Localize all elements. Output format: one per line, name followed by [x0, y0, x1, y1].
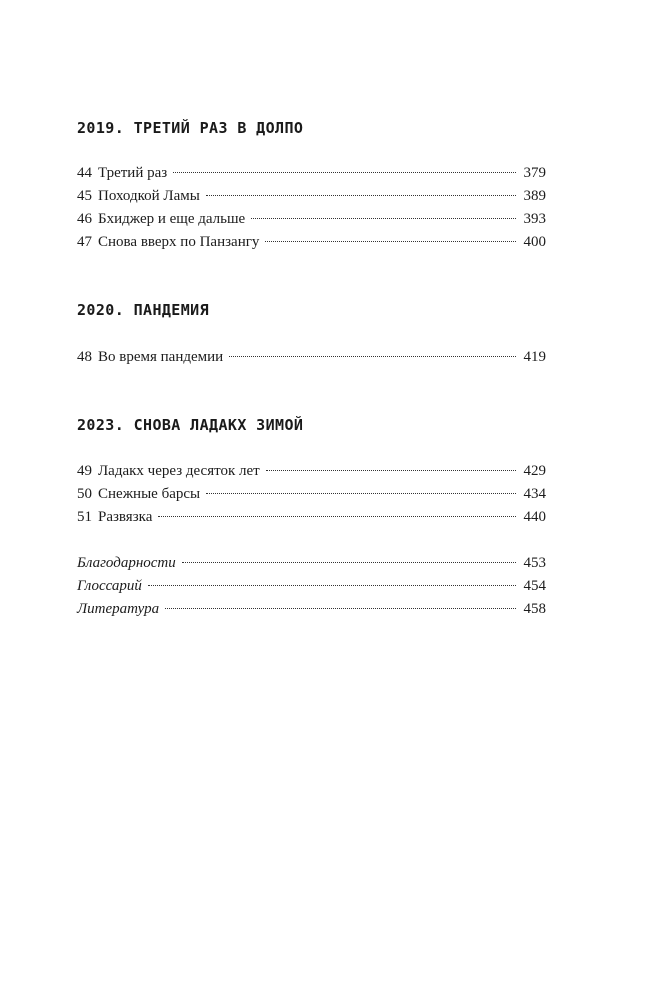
chapter-number: 51 — [77, 509, 92, 525]
back-matter-title: Глоссарий — [77, 578, 142, 594]
section-heading-2020: 2020. ПАНДЕМИЯ — [77, 301, 210, 319]
toc-entry-46 — [77, 208, 546, 230]
page-number: 419 — [523, 349, 546, 365]
chapter-number: 46 — [77, 211, 92, 227]
toc-entry-44 — [77, 162, 546, 184]
toc-entry-47 — [77, 231, 546, 253]
chapter-title: Снежные барсы — [98, 486, 201, 502]
dot-leader — [251, 218, 516, 219]
page-number: 389 — [523, 188, 546, 204]
page-number: 454 — [523, 578, 546, 594]
dot-leader — [206, 195, 516, 196]
chapter-title: Снова вверх по Панзангу — [98, 234, 260, 250]
page-number: 458 — [523, 601, 546, 617]
chapter-title: Бхиджер и еще дальше — [98, 211, 246, 227]
toc-entry-acknowledgements — [77, 552, 546, 574]
chapter-title: Во время пандемии — [98, 349, 224, 365]
page-number: 440 — [523, 509, 546, 525]
dot-leader — [173, 172, 516, 173]
dot-leader — [229, 356, 516, 357]
dot-leader — [182, 562, 516, 563]
dot-leader — [158, 516, 516, 517]
back-matter-title: Благодарности — [77, 555, 176, 571]
dot-leader — [148, 585, 516, 586]
toc-entry-glossary — [77, 575, 546, 597]
toc-entry-49 — [77, 460, 546, 482]
chapter-title: Третий раз — [98, 165, 168, 181]
chapter-title: Ладакх через десяток лет — [98, 463, 260, 479]
chapter-number: 48 — [77, 349, 92, 365]
toc-entry-48 — [77, 346, 546, 368]
toc-entry-45 — [77, 185, 546, 207]
back-matter-title: Литература — [77, 601, 160, 617]
dot-leader — [265, 241, 516, 242]
page-number: 393 — [523, 211, 546, 227]
page-number: 429 — [523, 463, 546, 479]
chapter-number: 45 — [77, 188, 92, 204]
toc-entry-51 — [77, 506, 546, 528]
page-number: 379 — [523, 165, 546, 181]
toc-entry-50 — [77, 483, 546, 505]
section-heading-2019: 2019. ТРЕТИЙ РАЗ В ДОЛПО — [77, 119, 304, 137]
chapter-number: 47 — [77, 234, 92, 250]
dot-leader — [266, 470, 516, 471]
chapter-title: Развязка — [98, 509, 153, 525]
page-number: 453 — [523, 555, 546, 571]
chapter-title: Походкой Ламы — [98, 188, 200, 204]
page-number: 400 — [523, 234, 546, 250]
chapter-number: 44 — [77, 165, 92, 181]
section-heading-2023: 2023. СНОВА ЛАДАКХ ЗИМОЙ — [77, 416, 304, 434]
chapter-number: 49 — [77, 463, 92, 479]
toc-entry-bibliography — [77, 598, 546, 620]
page-number: 434 — [523, 486, 546, 502]
dot-leader — [206, 493, 516, 494]
chapter-number: 50 — [77, 486, 92, 502]
dot-leader — [165, 608, 516, 609]
